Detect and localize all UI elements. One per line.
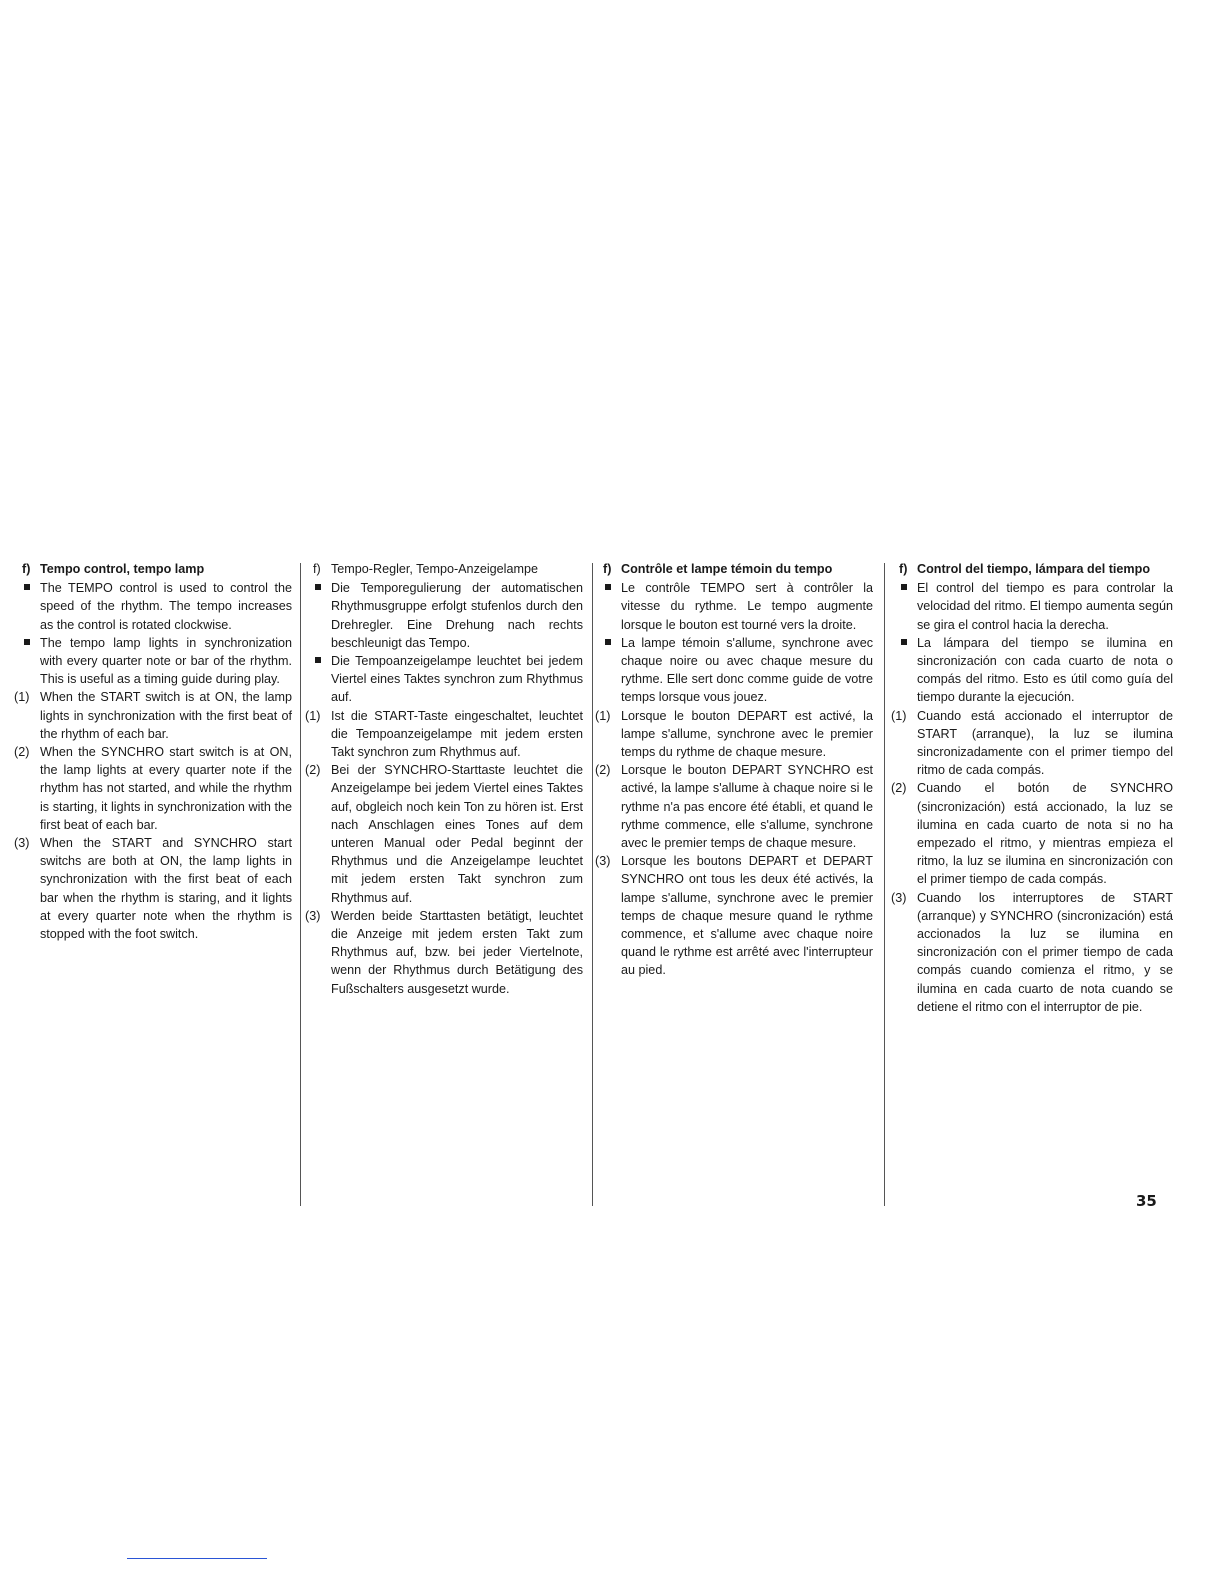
column-divider: [300, 563, 301, 1206]
numbered-paragraph: (1) When the START switch is at ON, the lamp lights in synchronization with the first beat of the rhythm of each bar.: [14, 690, 292, 741]
column-divider: [884, 563, 885, 1206]
numbered-paragraph: (3) Werden beide Starttasten betätigt, leuchtet die Anzeige mit jedem ersten Takt zum Rhythmus auf, bzw. bei jeder Viertelnote, wenn der Rhythmus durch Betätigung des Fußschalters ausgesetzt wurde.: [305, 908, 583, 996]
numbered-paragraph: (1) Lorsque le bouton DEPART est activé, la lampe s'allume, synchrone avec le premier temps du rythme de chaque mesure.: [595, 708, 873, 760]
bullet-paragraph: The tempo lamp lights in synchronization with every quarter note or bar of the rhythm. This is useful as a timing guide during play.: [22, 634, 292, 689]
numbered-paragraph: (2) Cuando el botón de SYNCHRO (sincronización) está accionado, la luz se ilumina en cada cuarto de nota si no ha empezado el ritmo, y mientras empieza el ritmo, la luz se ilumina en sincronización con el primer tiempo de cada compás.: [891, 781, 1173, 887]
bullet-square-icon: [899, 634, 917, 707]
numbered-paragraph: (3) When the START and SYNCHRO start switchs are both at ON, the lamp lights in synchronization with the first beat of each bar when the rhythm is staring, and it lights at every quarter note when the rhythm is stopped with the foot switch.: [14, 836, 292, 942]
numbered-paragraph: (1) Cuando está accionado el interruptor de START (arranque), la luz se ilumina sincronizadamente con el primer tiempo del ritmo de cada compás.: [891, 708, 1173, 778]
bullet-paragraph: Die Tempoanzeigelampe leuchtet bei jedem Viertel eines Taktes synchron zum Rhythmus auf.: [313, 652, 583, 707]
numbered-paragraph: (3) Lorsque les boutons DEPART et DEPART SYNCHRO ont tous les deux été activés, la lampe s'allume, synchrone avec le premier temps de chaque mesure quand le rythme commence, et s'allume avec chaque noire quand le rythme est arrêté avec l'interrupteur au pied.: [595, 854, 873, 978]
column-divider: [592, 563, 593, 1206]
bullet-square-icon: [603, 579, 621, 634]
bullet-square-icon: [22, 579, 40, 634]
section-heading: f) Contrôle et lampe témoin du tempo: [603, 562, 833, 576]
bullet-square-icon: [313, 579, 331, 652]
numbered-paragraph: (2) Bei der SYNCHRO-Starttaste leuchtet die Anzeigelampe bei jedem Viertel eines Taktes auf, obgleich noch kein Ton zu hören ist. Erst nach Anschlagen eines Tones auf dem unteren Manual oder Pedal beginnt der Rhythmus und die Anzeigelampe leuchtet mit jedem ersten Takt synchron zum Rhythmus auf.: [305, 763, 583, 905]
bullet-paragraph: The TEMPO control is used to control the speed of the rhythm. The tempo increases as the control is rotated clockwise.: [22, 579, 292, 634]
bullet-paragraph: La lampe témoin s'allume, synchrone avec chaque noire ou avec chaque mesure du rythme. Elle sert donc comme guide de votre temps lorsque vous jouez.: [603, 634, 873, 707]
bullet-square-icon: [603, 634, 621, 707]
numbered-paragraph: (1) Ist die START-Taste eingeschaltet, leuchtet die Tempoanzeigelampe mit jedem ersten Takt synchron zum Rhythmus auf.: [305, 708, 583, 760]
numbered-paragraph: (2) When the SYNCHRO start switch is at ON, the lamp lights at every quarter note if the rhythm has not started, and while the rhythm is starting, it lights in synchronization with the first beat of each bar.: [14, 745, 292, 832]
column-spanish: [891, 560, 1173, 1016]
section-heading: f) Tempo-Regler, Tempo-Anzeigelampe: [313, 562, 538, 576]
bullet-paragraph: El control del tiempo es para controlar la velocidad del ritmo. El tiempo aumenta según se gira el control hacia la derecha.: [899, 579, 1173, 634]
column-german: [305, 560, 583, 998]
bullet-paragraph: La lámpara del tiempo se ilumina en sincronización con cada cuarto de nota o compás del ritmo. Esto es útil como guía del tiempo durante la ejecución.: [899, 634, 1173, 707]
bullet-square-icon: [899, 579, 917, 634]
column-english: [14, 560, 292, 943]
bullet-square-icon: [313, 652, 331, 707]
footer-line: [127, 1558, 267, 1559]
bullet-square-icon: [22, 634, 40, 689]
section-heading: f) Tempo control, tempo lamp: [22, 562, 205, 576]
bullet-paragraph: Le contrôle TEMPO sert à contrôler la vitesse du rythme. Le tempo augmente lorsque le bouton est tourné vers la droite.: [603, 579, 873, 634]
numbered-paragraph: (2) Lorsque le bouton DEPART SYNCHRO est activé, la lampe s'allume à chaque noire si le rythme n'a pas encore été établi, et quand le rythme commence, elle s'allume, synchrone avec le premier temps de chaque mesure.: [595, 763, 873, 851]
bullet-paragraph: Die Temporegulierung der automatischen Rhythmusgruppe erfolgt stufenlos durch den Drehregler. Eine Drehung nach rechts beschleunigt das Tempo.: [313, 579, 583, 652]
section-heading: f) Control del tiempo, lámpara del tiempo: [899, 562, 1151, 576]
column-french: [595, 560, 873, 980]
page-number: 35: [1136, 1192, 1157, 1210]
numbered-paragraph: (3) Cuando los interruptores de START (arranque) y SYNCHRO (sincronización) está accionados la luz se ilumina en sincronización con el primer tiempo de cada compás cuando comienza el ritmo, y se ilumina en cada cuarto de nota cuando se detiene el ritmo con el interruptor de pie.: [891, 890, 1173, 1014]
